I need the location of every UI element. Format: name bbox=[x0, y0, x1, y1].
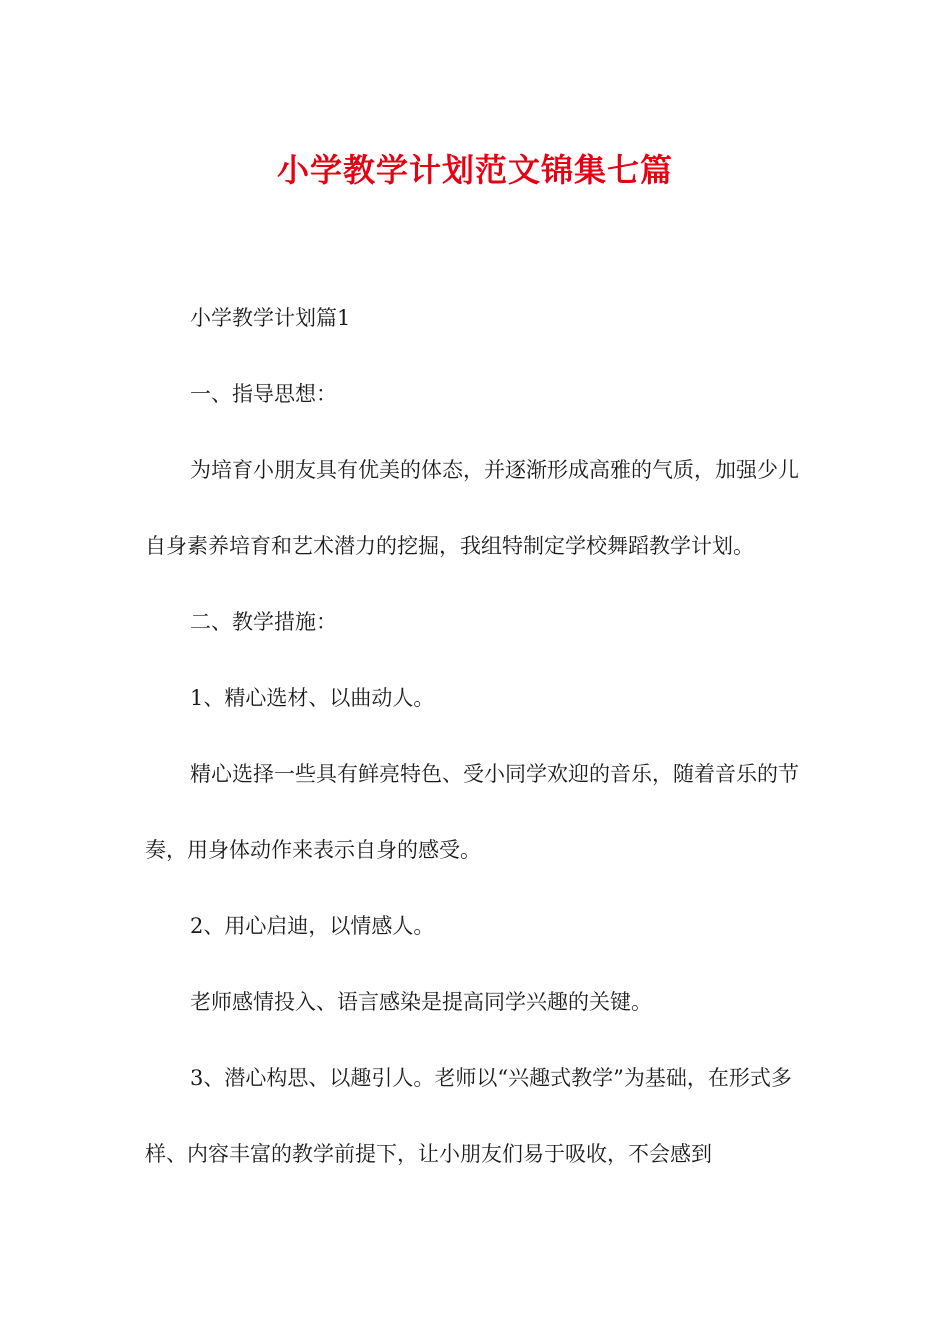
subheading-teaching-measures: 二、教学措施： bbox=[190, 610, 337, 634]
list-item-heading: 1、精心选材、以曲动人。 bbox=[190, 686, 435, 710]
document-body bbox=[145, 280, 805, 1192]
paragraph: 老师感情投入、语言感染是提高同学兴趣的关键。 bbox=[190, 990, 652, 1014]
subheading-guiding-ideology: 一、指导思想： bbox=[190, 382, 337, 406]
list-item-heading: 2、用心启迪，以情感人。 bbox=[190, 914, 435, 938]
paragraph: 3、潜心构思、以趣引人。老师以“兴趣式教学”为基础，在形式多样、内容丰富的教学前提下，让小朋友们易于吸收，不会感到 bbox=[145, 1066, 792, 1166]
paragraph: 为培育小朋友具有优美的体态，并逐渐形成高雅的气质，加强少儿自身素养培育和艺术潜力的挖掘，我组特制定学校舞蹈教学计划。 bbox=[145, 458, 799, 558]
document-title: 小学教学计划范文锦集七篇 bbox=[276, 151, 673, 189]
section-heading: 小学教学计划篇1 bbox=[190, 306, 351, 330]
paragraph: 精心选择一些具有鲜亮特色、受小同学欢迎的音乐，随着音乐的节奏，用身体动作来表示自身的感受。 bbox=[145, 762, 799, 862]
